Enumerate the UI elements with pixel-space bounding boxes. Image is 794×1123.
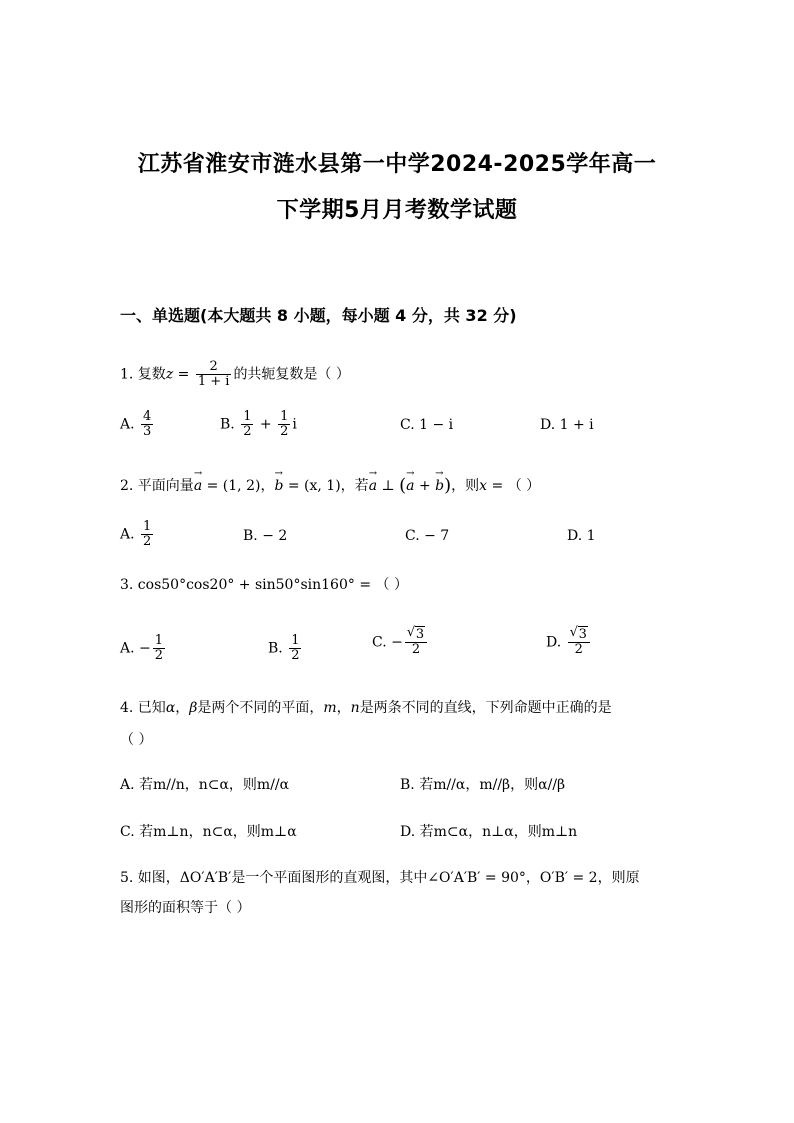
q1-b-frac2 xyxy=(278,410,290,439)
q1-a-den: 3 xyxy=(143,424,152,439)
q1-b-num1: 1 xyxy=(243,409,252,424)
q2-b-eq: = (x, 1)，若 xyxy=(283,478,369,494)
q4-alpha: α xyxy=(165,700,176,716)
q3-d-sqrt xyxy=(570,628,588,642)
q4-n: n xyxy=(350,700,360,716)
q1-a-num: 4 xyxy=(143,409,152,424)
q3-c-den: 2 xyxy=(411,642,421,657)
q1-b-i: i xyxy=(292,416,297,433)
q4-beta: β xyxy=(189,700,198,716)
q1-a-label: A. xyxy=(120,416,135,433)
q2-tail: = （ ） xyxy=(487,478,541,494)
q3-b-den: 2 xyxy=(291,648,300,663)
q3-d-num xyxy=(568,628,590,643)
q3-d-rad: 3 xyxy=(578,627,587,642)
q3-a-num: 1 xyxy=(154,633,164,648)
question-5-line1: 5. 如图，ΔO′A′B′是一个平面图形的直观图，其中∠O′A′B′ = 90°，O′B′ = 2，则原 xyxy=(120,870,640,886)
q3-a-sign: − xyxy=(139,640,151,657)
q3-a-label: A. xyxy=(120,640,135,657)
q1-z: z xyxy=(165,366,174,383)
q3-c-label: C. xyxy=(372,634,387,651)
question-3: 3. cos50°cos20° + sin50°sin160° = （ ） xyxy=(120,577,408,593)
q2-a-den: 2 xyxy=(143,534,152,549)
q4-text-b: 是两个不同的平面， xyxy=(197,700,324,716)
q3-d-den: 2 xyxy=(574,642,583,657)
q2-lparen: ( xyxy=(399,475,407,496)
q1-eq: = xyxy=(173,366,194,383)
q1-prefix: 1. 复数 xyxy=(120,366,166,383)
q1-a-frac xyxy=(141,410,153,439)
q3-c-sqrt xyxy=(407,628,425,642)
q2-vec-a3: → a xyxy=(406,470,414,496)
question-4-line2: （ ） xyxy=(120,732,153,748)
q1-option-c: C. 1 − i xyxy=(400,417,454,433)
section-heading: 一、单选题(本大题共 8 小题，每小题 4 分，共 32 分) xyxy=(120,306,517,325)
q4-option-c: C. 若m⊥n，n⊂α，则m⊥α xyxy=(120,824,297,840)
q2-prefix: 2. 平面向量 xyxy=(120,478,194,494)
q3-a-den: 2 xyxy=(154,648,164,663)
page-title-line1: 江苏省淮安市涟水县第一中学2024-2025学年高一 xyxy=(137,152,657,177)
q2-plus: + xyxy=(414,478,436,494)
q2-option-c: C. − 7 xyxy=(405,528,450,544)
q1-option-a xyxy=(120,410,155,439)
q2-a-frac xyxy=(141,520,153,549)
question-1 xyxy=(120,360,350,389)
q2-a-label: A. xyxy=(120,526,135,543)
q2-then: ，则 xyxy=(451,478,480,494)
q3-option-d xyxy=(546,628,592,657)
q2-perp: ⊥ xyxy=(377,478,400,494)
q3-c-frac xyxy=(405,628,427,657)
q3-option-a xyxy=(120,634,167,663)
q2-option-a xyxy=(120,520,155,549)
q3-d-label: D. xyxy=(546,634,562,651)
q1-b-num2: 1 xyxy=(280,409,289,424)
q4-text-c: 是两条不同的直线，下列命题中正确的是 xyxy=(359,700,612,716)
q1-b-den1: 2 xyxy=(243,424,252,439)
q1-suffix: 的共轭复数是（ ） xyxy=(233,366,350,383)
q1-option-d: D. 1 + i xyxy=(540,417,594,433)
question-5-line2: 图形的面积等于（ ） xyxy=(120,900,251,916)
q1-b-plus: + xyxy=(255,416,277,433)
q4-text-a: 4. 已知 xyxy=(120,700,166,716)
q3-b-num: 1 xyxy=(291,633,300,648)
q2-vec-a: → a xyxy=(194,470,202,496)
q2-vec-a2: → a xyxy=(369,470,377,496)
q3-c-rad: 3 xyxy=(415,627,425,642)
q3-a-frac xyxy=(153,634,165,663)
q1-b-frac1 xyxy=(241,410,253,439)
q4-option-b: B. 若m//α，m//β，则α//β xyxy=(400,777,566,793)
q2-option-b: B. − 2 xyxy=(243,528,288,544)
q3-option-c xyxy=(372,628,429,657)
q2-vec-b2: → b xyxy=(435,470,444,496)
q4-m: m xyxy=(323,700,337,716)
q2-a-eq: = (1, 2)， xyxy=(202,478,275,494)
page-title-line2: 下学期5月月考数学试题 xyxy=(276,198,518,223)
q2-vec-b: → b xyxy=(274,470,283,496)
q1-b-den2: 2 xyxy=(280,424,289,439)
q3-c-num xyxy=(405,628,427,643)
question-4 xyxy=(120,698,612,718)
q1-num: 2 xyxy=(196,360,232,375)
q4-comma: ， xyxy=(175,700,190,716)
q1-option-b xyxy=(220,410,297,439)
q1-den: 1 + i xyxy=(197,374,230,389)
q3-b-label: B. xyxy=(268,640,283,657)
q1-b-label: B. xyxy=(220,416,235,433)
question-2 xyxy=(120,470,540,496)
q4-option-a: A. 若m//n，n⊂α，则m//α xyxy=(120,777,290,793)
q2-option-d: D. 1 xyxy=(567,528,596,544)
q3-c-sign: − xyxy=(391,634,403,651)
q4-option-d: D. 若m⊂α，n⊥α，则m⊥n xyxy=(400,824,578,840)
q1-fraction xyxy=(196,360,232,389)
q3-d-frac xyxy=(568,628,590,657)
q3-option-b xyxy=(268,634,303,663)
q4-comma2: ， xyxy=(336,700,351,716)
q2-x: x xyxy=(479,478,488,494)
q3-b-frac xyxy=(289,634,301,663)
q2-rparen: ) xyxy=(444,475,452,496)
q2-a-num: 1 xyxy=(143,519,152,534)
